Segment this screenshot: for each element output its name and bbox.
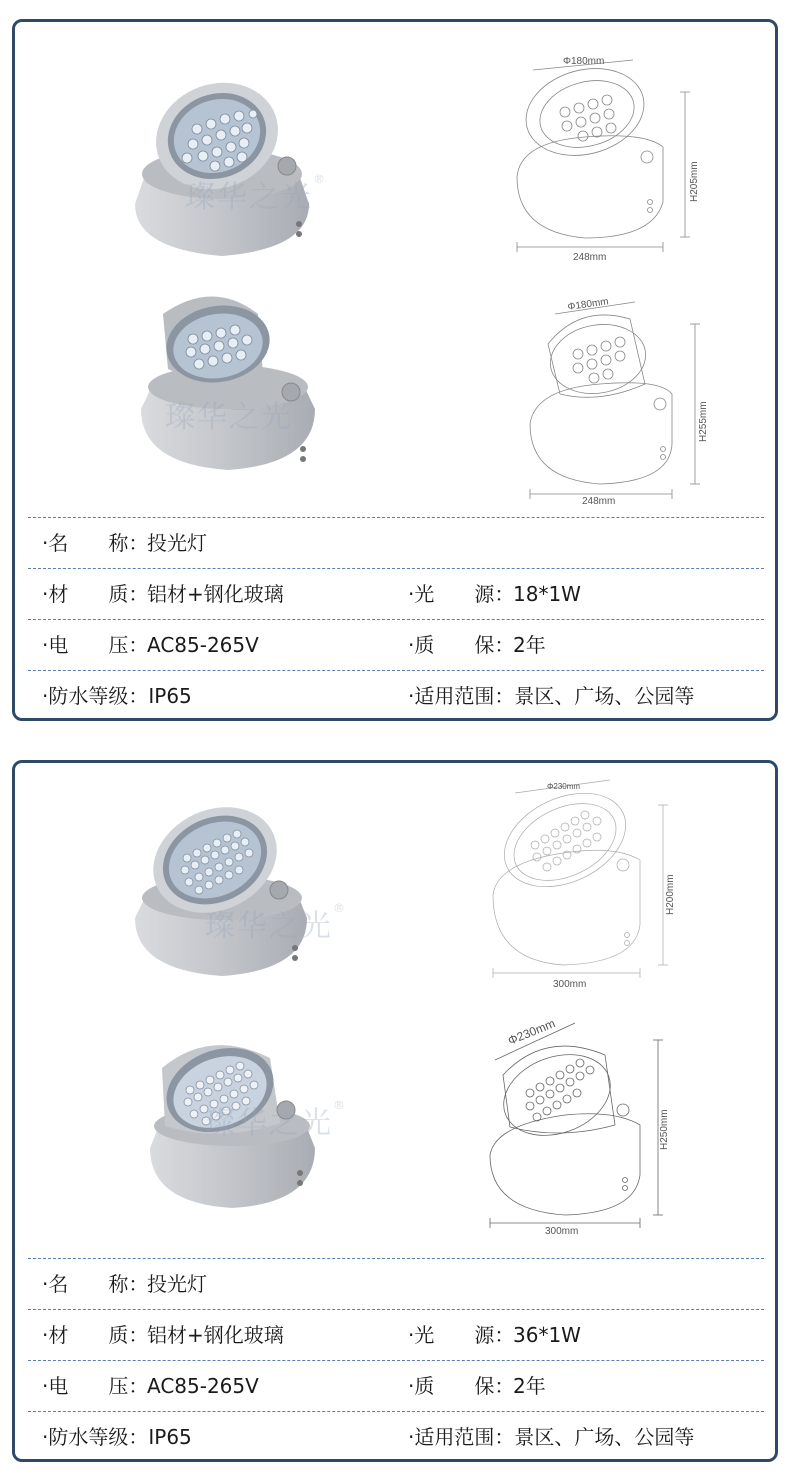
spec-warranty: ·质 保：2年 xyxy=(408,620,546,671)
spec-source: ·光 源：36*1W xyxy=(408,1310,581,1361)
label-voltage-a: 电 xyxy=(48,633,69,657)
label-scope: 适用范围 xyxy=(414,684,495,708)
dim-height-1a: H205mm xyxy=(689,161,700,202)
product-photo-2a xyxy=(127,798,317,988)
watermark-1b xyxy=(165,392,307,436)
label-source-b: 源 xyxy=(474,1323,495,1347)
spec-row-voltage xyxy=(28,1360,764,1411)
spec-table-1 xyxy=(28,517,764,721)
label-source-b: 源 xyxy=(474,582,495,606)
product-card-2 xyxy=(12,760,778,1462)
product-photo-1b xyxy=(133,284,323,484)
value-name: 投光灯 xyxy=(147,1272,207,1296)
spec-table-2 xyxy=(28,1258,764,1462)
dim-width-1a: 248mm xyxy=(573,252,607,263)
label-scope: 适用范围 xyxy=(414,1425,495,1449)
dimension-drawing-2b xyxy=(475,1015,690,1235)
value-warranty: 2年 xyxy=(513,1374,546,1398)
spec-waterproof: ·防水等级：IP65 xyxy=(42,1412,192,1462)
watermark-mark: ® xyxy=(313,172,327,186)
dim-width-2b: 300mm xyxy=(545,1226,579,1235)
label-name-b: 称 xyxy=(108,1272,129,1296)
dim-height-2b: H250mm xyxy=(659,1109,670,1150)
label-warranty-a: 质 xyxy=(414,1374,435,1398)
watermark-text: 璨华之光 xyxy=(165,400,293,435)
value-voltage: AC85-265V xyxy=(147,1374,259,1398)
dim-height-1b: H255mm xyxy=(698,401,709,442)
spec-scope: ·适用范围：景区、广场、公园等 xyxy=(408,671,694,721)
value-warranty: 2年 xyxy=(513,633,546,657)
dim-diameter-1b: Φ180mm xyxy=(566,296,610,313)
value-material: 铝材+钢化玻璃 xyxy=(147,1323,284,1347)
spec-row-waterproof xyxy=(28,670,764,721)
label-name-a: 名 xyxy=(48,1272,69,1296)
watermark-mark: ® xyxy=(333,901,347,915)
label-material-b: 质 xyxy=(108,582,129,606)
watermark-mark: ® xyxy=(333,1098,347,1112)
label-waterproof: 防水等级 xyxy=(48,684,129,708)
label-voltage-b: 压 xyxy=(108,1374,129,1398)
spec-name: ·名 称：投光灯 xyxy=(42,518,207,569)
spec-scope: ·适用范围：景区、广场、公园等 xyxy=(408,1412,694,1462)
value-waterproof: IP65 xyxy=(148,1425,192,1449)
dimension-drawing-1b xyxy=(520,284,720,504)
dimension-drawing-1a xyxy=(505,52,715,277)
label-voltage-b: 压 xyxy=(108,633,129,657)
product-card-1 xyxy=(12,19,778,721)
spec-voltage: ·电 压：AC85-265V xyxy=(42,1361,259,1412)
value-waterproof: IP65 xyxy=(148,684,192,708)
value-scope: 景区、广场、公园等 xyxy=(514,1425,695,1449)
value-material: 铝材+钢化玻璃 xyxy=(147,582,284,606)
watermark-1a xyxy=(185,172,327,216)
dim-diameter-2a: Φ230mm xyxy=(547,782,581,791)
value-source: 36*1W xyxy=(513,1323,581,1347)
value-scope: 景区、广场、公园等 xyxy=(514,684,695,708)
dim-width-2a: 300mm xyxy=(553,979,587,990)
watermark-2b xyxy=(205,1098,347,1142)
label-warranty-a: 质 xyxy=(414,633,435,657)
dim-height-2a: H200mm xyxy=(665,874,676,915)
label-name-b: 称 xyxy=(108,531,129,555)
spec-waterproof: ·防水等级：IP65 xyxy=(42,671,192,721)
label-name-a: 名 xyxy=(48,531,69,555)
spec-material: ·材 质：铝材+钢化玻璃 xyxy=(42,1310,284,1361)
value-source: 18*1W xyxy=(513,582,581,606)
label-waterproof: 防水等级 xyxy=(48,1425,129,1449)
watermark-text: 璨华之光 xyxy=(205,1106,333,1141)
watermark-2a xyxy=(205,901,347,945)
label-voltage-a: 电 xyxy=(48,1374,69,1398)
label-material-a: 材 xyxy=(48,1323,69,1347)
spec-warranty: ·质 保：2年 xyxy=(408,1361,546,1412)
dimension-drawing-2a xyxy=(485,775,695,990)
spec-row-name xyxy=(28,517,764,568)
label-material-a: 材 xyxy=(48,582,69,606)
value-voltage: AC85-265V xyxy=(147,633,259,657)
spec-row-material xyxy=(28,568,764,619)
label-source-a: 光 xyxy=(414,582,435,606)
label-warranty-b: 保 xyxy=(474,633,495,657)
spec-row-name xyxy=(28,1258,764,1309)
label-material-b: 质 xyxy=(108,1323,129,1347)
watermark-text: 璨华之光 xyxy=(205,909,333,944)
watermark-text: 璨华之光 xyxy=(185,180,313,215)
spec-voltage: ·电 压：AC85-265V xyxy=(42,620,259,671)
dim-width-1b: 248mm xyxy=(582,496,616,504)
spec-row-material xyxy=(28,1309,764,1360)
spec-source: ·光 源：18*1W xyxy=(408,569,581,620)
spec-name: ·名 称：投光灯 xyxy=(42,1259,207,1310)
spec-row-waterproof xyxy=(28,1411,764,1462)
dim-diameter-2b: Φ230mm xyxy=(505,1016,558,1048)
label-source-a: 光 xyxy=(414,1323,435,1347)
spec-material: ·材 质：铝材+钢化玻璃 xyxy=(42,569,284,620)
value-name: 投光灯 xyxy=(147,531,207,555)
dim-diameter-1a: Φ180mm xyxy=(563,56,605,67)
watermark-mark: ® xyxy=(293,392,307,406)
label-warranty-b: 保 xyxy=(474,1374,495,1398)
spec-row-voltage xyxy=(28,619,764,670)
